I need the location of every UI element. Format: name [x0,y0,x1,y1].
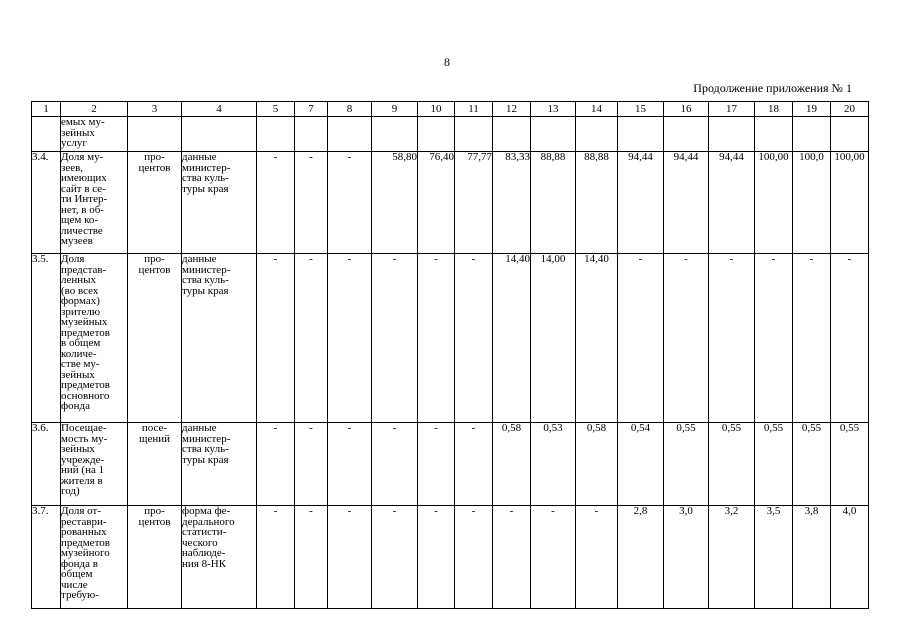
unit: про- центов [128,254,182,423]
data-source [182,117,257,152]
data-source: форма фе- дерального статисти- ческого наблюде- ния 8-НК [182,506,257,609]
column-header: 4 [182,102,257,117]
value-cell: 14,00 [531,254,576,423]
column-header: 17 [709,102,755,117]
value-cell: 0,55 [709,423,755,506]
column-header: 2 [61,102,128,117]
column-header: 9 [372,102,418,117]
value-cell: - [493,506,531,609]
column-header: 8 [328,102,372,117]
table-header-row [32,102,869,117]
column-header: 7 [295,102,328,117]
value-cell: - [328,152,372,254]
value-cell: 0,58 [576,423,618,506]
column-header: 5 [257,102,295,117]
indicator-name: Доля му- зеев, имеющих сайт в се- ти Интер- нет, в об- щем ко- личестве музеев [61,152,128,254]
value-cell [328,117,372,152]
value-cell [257,117,295,152]
value-cell: - [831,254,869,423]
value-cell: 0,55 [664,423,709,506]
value-cell: 14,40 [493,254,531,423]
value-cell: - [531,506,576,609]
table-row [32,506,869,609]
value-cell: 0,54 [618,423,664,506]
value-cell: 58,80 [372,152,418,254]
value-cell [531,117,576,152]
value-cell: - [709,254,755,423]
value-cell [755,117,793,152]
column-header: 10 [418,102,455,117]
unit: посе- щений [128,423,182,506]
value-cell: - [295,423,328,506]
value-cell: 2,8 [618,506,664,609]
unit: про- центов [128,506,182,609]
column-header: 18 [755,102,793,117]
indicator-name: Доля от- реставри- рованных предметов музейного фонда в общем числе требую- [61,506,128,609]
value-cell: - [328,254,372,423]
value-cell: - [755,254,793,423]
value-cell [664,117,709,152]
value-cell [709,117,755,152]
column-header: 19 [793,102,831,117]
value-cell: - [664,254,709,423]
unit [128,117,182,152]
value-cell: 0,53 [531,423,576,506]
data-source: данные министер- ства куль- туры края [182,254,257,423]
value-cell: 0,55 [793,423,831,506]
value-cell: - [793,254,831,423]
value-cell [493,117,531,152]
data-source: данные министер- ства куль- туры края [182,423,257,506]
column-header: 14 [576,102,618,117]
value-cell [576,117,618,152]
value-cell: - [328,423,372,506]
row-number [32,117,61,152]
value-cell: 77,77 [455,152,493,254]
value-cell: 94,44 [709,152,755,254]
table-row [32,117,869,152]
table-row [32,152,869,254]
value-cell: 83,33 [493,152,531,254]
column-header: 11 [455,102,493,117]
value-cell: 0,55 [755,423,793,506]
value-cell: 4,0 [831,506,869,609]
value-cell: 3,5 [755,506,793,609]
value-cell [418,117,455,152]
value-cell: 14,40 [576,254,618,423]
value-cell: 88,88 [531,152,576,254]
value-cell [831,117,869,152]
value-cell: - [372,423,418,506]
value-cell: - [455,423,493,506]
value-cell: 94,44 [618,152,664,254]
indicator-name: Доля представ- ленных (во всех формах) зрителю музейных предметов в общем количе- стве му- зейных предметов основного фонда [61,254,128,423]
column-header: 20 [831,102,869,117]
value-cell [455,117,493,152]
table-row [32,423,869,506]
data-source: данные министер- ства куль- туры края [182,152,257,254]
value-cell: 3,2 [709,506,755,609]
value-cell: - [418,254,455,423]
value-cell: - [372,254,418,423]
value-cell: - [295,254,328,423]
value-cell: 100,00 [755,152,793,254]
page-number: 8 [444,55,450,69]
row-number: 3.4. [32,152,61,254]
value-cell: - [455,254,493,423]
value-cell: 94,44 [664,152,709,254]
value-cell: 3,0 [664,506,709,609]
value-cell: - [576,506,618,609]
value-cell: 100,0 [793,152,831,254]
column-header: 12 [493,102,531,117]
value-cell: - [257,254,295,423]
value-cell: - [295,506,328,609]
unit: про- центов [128,152,182,254]
value-cell: 100,00 [831,152,869,254]
column-header: 1 [32,102,61,117]
value-cell: - [618,254,664,423]
indicator-name: Посещае- мость му- зейных учрежде- ний (на 1 жителя в год) [61,423,128,506]
value-cell: - [257,423,295,506]
value-cell: - [295,152,328,254]
row-number: 3.6. [32,423,61,506]
value-cell: - [328,506,372,609]
value-cell: 3,8 [793,506,831,609]
value-cell [372,117,418,152]
value-cell [295,117,328,152]
indicator-name: емых му- зейных услуг [61,117,128,152]
value-cell: - [418,506,455,609]
indicators-table [31,101,869,609]
value-cell: 0,55 [831,423,869,506]
value-cell [618,117,664,152]
value-cell: 0,58 [493,423,531,506]
column-header: 13 [531,102,576,117]
column-header: 16 [664,102,709,117]
row-number: 3.5. [32,254,61,423]
column-header: 3 [128,102,182,117]
value-cell: - [372,506,418,609]
row-number: 3.7. [32,506,61,609]
value-cell: - [257,506,295,609]
value-cell: 76,40 [418,152,455,254]
value-cell: - [257,152,295,254]
table-row [32,254,869,423]
continuation-label: Продолжение приложения № 1 [693,81,852,95]
column-header: 15 [618,102,664,117]
value-cell [793,117,831,152]
value-cell: 88,88 [576,152,618,254]
value-cell: - [418,423,455,506]
value-cell: - [455,506,493,609]
